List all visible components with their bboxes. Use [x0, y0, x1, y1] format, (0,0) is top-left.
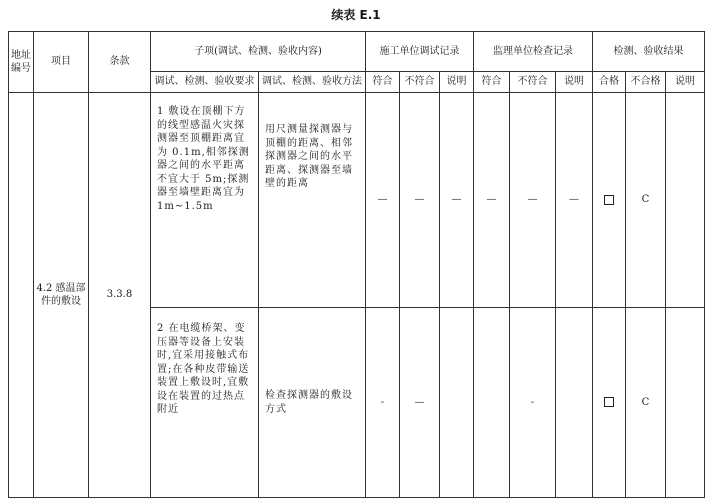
header-address-no: 地址编号	[9, 32, 34, 93]
header-project: 项目	[34, 32, 89, 93]
method-cell: 检查探测器的敷设方式	[259, 308, 366, 498]
table-title: 续表 E.1	[331, 8, 381, 22]
header-requirement: 调试、检测、验收要求	[151, 72, 259, 93]
header-row-1	[9, 32, 705, 72]
conform-mark: -	[366, 308, 400, 498]
project-cell: 4.2 感温部件的敷设	[34, 93, 89, 498]
header-sub-item: 子项(调试、检测、验收内容)	[151, 32, 366, 72]
result-note-cell	[666, 93, 705, 308]
header-clause: 条款	[89, 32, 151, 93]
qualified-checkbox[interactable]	[604, 195, 614, 205]
supervision-note-mark: —	[556, 93, 593, 308]
header-note-1: 说明	[440, 72, 474, 93]
header-conform-2: 符合	[474, 72, 510, 93]
header-note-3: 说明	[666, 72, 705, 93]
requirement-cell: 2 在电缆桥架、变压器等设备上安装时,宜采用接触式布置;在各种皮带输送装置上敷设时,宜敷设在装置的过热点附近	[151, 308, 259, 498]
header-construction: 施工单位调试记录	[366, 32, 474, 72]
requirement-cell: 1 敷设在顶棚下方的线型感温火灾探测器至顶棚距离宜为 0.1m,相邻探测器之间的水平距离不宜大于 5m;探测器至墙壁距离宜为 1m~1.5m	[151, 93, 259, 308]
address-no-cell	[9, 93, 34, 498]
note-mark: —	[440, 93, 474, 308]
header-supervision: 监理单位检查记录	[474, 32, 593, 72]
header-conform-1: 符合	[366, 72, 400, 93]
qualified-cell[interactable]	[593, 93, 626, 308]
nonconform-mark: —	[400, 93, 440, 308]
header-method: 调试、检测、验收方法	[259, 72, 366, 93]
qualified-checkbox[interactable]	[604, 397, 614, 407]
nonconform-mark: —	[400, 308, 440, 498]
supervision-nonconform-mark: —	[510, 93, 556, 308]
clause-cell: 3.3.8	[89, 93, 151, 498]
header-nonconform-2: 不符合	[510, 72, 556, 93]
supervision-note-mark	[556, 308, 593, 498]
conform-mark: —	[366, 93, 400, 308]
unqualified-cell: C	[626, 93, 666, 308]
qualified-cell[interactable]	[593, 308, 626, 498]
supervision-conform-mark	[474, 308, 510, 498]
table-row	[9, 93, 705, 308]
supervision-nonconform-mark: -	[510, 308, 556, 498]
supervision-conform-mark: —	[474, 93, 510, 308]
result-note-cell	[666, 308, 705, 498]
inspection-record-table	[8, 31, 705, 498]
method-cell: 用尺测量探测器与顶棚的距离、相邻探测器之间的水平距离、探测器至墙壁的距离	[259, 93, 366, 308]
header-unqualified: 不合格	[626, 72, 666, 93]
header-nonconform-1: 不符合	[400, 72, 440, 93]
note-mark	[440, 308, 474, 498]
unqualified-cell: C	[626, 308, 666, 498]
header-note-2: 说明	[556, 72, 593, 93]
header-result: 检测、验收结果	[593, 32, 705, 72]
header-qualified: 合格	[593, 72, 626, 93]
